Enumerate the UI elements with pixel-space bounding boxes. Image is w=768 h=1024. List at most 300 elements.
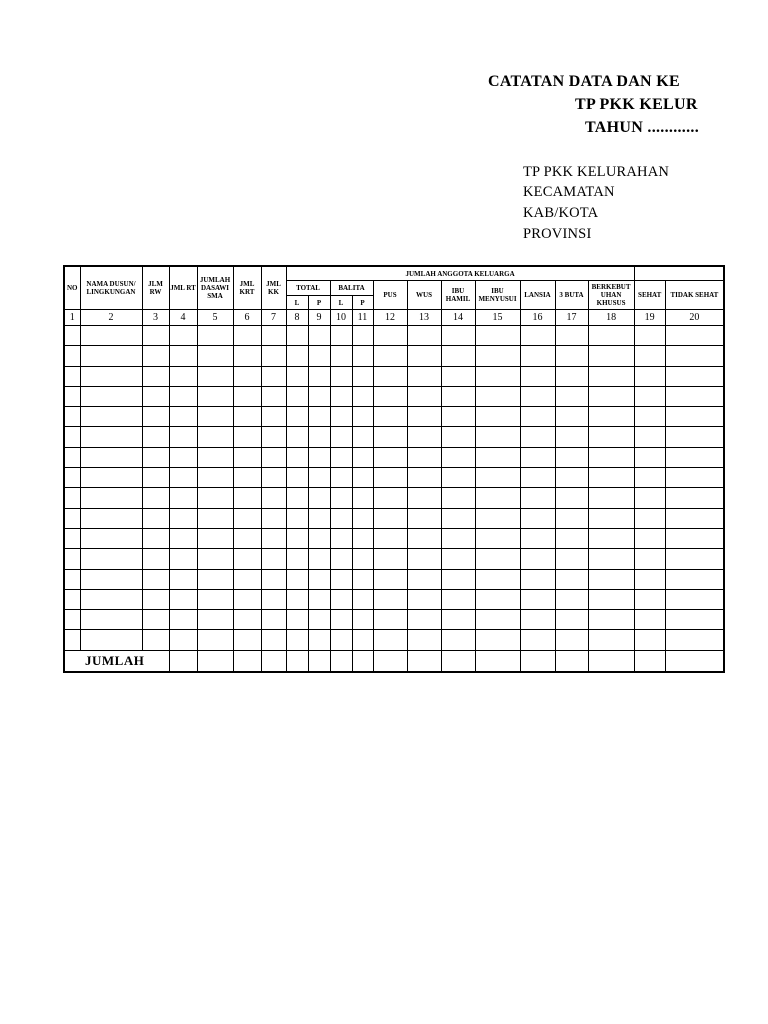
table-cell[interactable] (352, 366, 373, 386)
table-cell[interactable] (80, 366, 142, 386)
table-cell[interactable] (142, 569, 169, 589)
table-cell[interactable] (665, 549, 724, 569)
table-cell[interactable] (261, 508, 286, 528)
table-cell[interactable] (64, 569, 80, 589)
table-cell[interactable] (520, 610, 555, 630)
table-cell[interactable] (80, 468, 142, 488)
table-cell[interactable] (407, 528, 441, 548)
table-cell[interactable] (233, 508, 261, 528)
table-cell[interactable] (634, 488, 665, 508)
table-cell[interactable] (261, 549, 286, 569)
table-cell[interactable] (352, 528, 373, 548)
table-cell[interactable] (588, 508, 634, 528)
table-cell[interactable] (352, 326, 373, 346)
table-cell[interactable] (308, 610, 330, 630)
table-cell[interactable] (261, 589, 286, 609)
table-cell[interactable] (475, 630, 520, 650)
table-cell[interactable] (286, 488, 308, 508)
table-cell[interactable] (261, 468, 286, 488)
table-cell[interactable] (588, 407, 634, 427)
table-cell[interactable] (169, 589, 197, 609)
table-cell[interactable] (64, 366, 80, 386)
table-cell[interactable] (588, 366, 634, 386)
table-cell[interactable] (407, 386, 441, 406)
table-cell[interactable] (441, 549, 475, 569)
table-cell[interactable] (197, 427, 233, 447)
table-cell[interactable] (169, 468, 197, 488)
table-cell[interactable] (373, 508, 407, 528)
table-cell[interactable] (634, 326, 665, 346)
total-cell[interactable] (665, 650, 724, 672)
table-cell[interactable] (407, 366, 441, 386)
table-cell[interactable] (373, 549, 407, 569)
total-cell[interactable] (308, 650, 330, 672)
total-cell[interactable] (407, 650, 441, 672)
table-cell[interactable] (520, 549, 555, 569)
table-cell[interactable] (169, 508, 197, 528)
table-cell[interactable] (308, 407, 330, 427)
table-cell[interactable] (352, 508, 373, 528)
table-cell[interactable] (373, 528, 407, 548)
total-cell[interactable] (330, 650, 352, 672)
table-cell[interactable] (169, 366, 197, 386)
table-cell[interactable] (665, 610, 724, 630)
table-cell[interactable] (330, 346, 352, 366)
table-cell[interactable] (308, 326, 330, 346)
table-cell[interactable] (308, 427, 330, 447)
table-cell[interactable] (407, 407, 441, 427)
table-cell[interactable] (634, 630, 665, 650)
table-cell[interactable] (64, 508, 80, 528)
table-cell[interactable] (197, 468, 233, 488)
table-cell[interactable] (330, 528, 352, 548)
table-cell[interactable] (665, 630, 724, 650)
table-cell[interactable] (665, 386, 724, 406)
table-cell[interactable] (233, 386, 261, 406)
table-cell[interactable] (475, 468, 520, 488)
table-cell[interactable] (634, 427, 665, 447)
table-cell[interactable] (261, 346, 286, 366)
table-cell[interactable] (233, 346, 261, 366)
table-cell[interactable] (80, 508, 142, 528)
total-cell[interactable] (169, 650, 197, 672)
table-cell[interactable] (330, 326, 352, 346)
table-cell[interactable] (407, 326, 441, 346)
table-cell[interactable] (233, 610, 261, 630)
table-cell[interactable] (520, 528, 555, 548)
table-cell[interactable] (441, 630, 475, 650)
table-cell[interactable] (80, 610, 142, 630)
table-cell[interactable] (169, 569, 197, 589)
table-cell[interactable] (555, 326, 588, 346)
table-cell[interactable] (588, 447, 634, 467)
table-cell[interactable] (261, 528, 286, 548)
table-cell[interactable] (233, 326, 261, 346)
table-cell[interactable] (373, 386, 407, 406)
table-cell[interactable] (261, 447, 286, 467)
table-cell[interactable] (80, 447, 142, 467)
table-cell[interactable] (286, 630, 308, 650)
table-cell[interactable] (308, 468, 330, 488)
table-cell[interactable] (634, 468, 665, 488)
table-cell[interactable] (308, 366, 330, 386)
table-cell[interactable] (441, 386, 475, 406)
table-cell[interactable] (407, 508, 441, 528)
table-cell[interactable] (142, 468, 169, 488)
table-cell[interactable] (261, 386, 286, 406)
table-cell[interactable] (308, 589, 330, 609)
table-cell[interactable] (308, 346, 330, 366)
table-cell[interactable] (286, 346, 308, 366)
table-cell[interactable] (80, 569, 142, 589)
table-cell[interactable] (588, 589, 634, 609)
table-cell[interactable] (197, 386, 233, 406)
table-cell[interactable] (475, 549, 520, 569)
table-cell[interactable] (330, 366, 352, 386)
table-cell[interactable] (373, 407, 407, 427)
table-cell[interactable] (588, 427, 634, 447)
table-cell[interactable] (665, 346, 724, 366)
table-cell[interactable] (261, 569, 286, 589)
table-cell[interactable] (330, 630, 352, 650)
table-cell[interactable] (665, 447, 724, 467)
table-cell[interactable] (352, 447, 373, 467)
table-cell[interactable] (197, 346, 233, 366)
table-cell[interactable] (475, 326, 520, 346)
table-cell[interactable] (64, 468, 80, 488)
table-cell[interactable] (308, 386, 330, 406)
table-cell[interactable] (330, 508, 352, 528)
table-cell[interactable] (520, 447, 555, 467)
table-cell[interactable] (142, 407, 169, 427)
table-cell[interactable] (352, 427, 373, 447)
table-cell[interactable] (64, 386, 80, 406)
table-cell[interactable] (555, 427, 588, 447)
table-cell[interactable] (441, 447, 475, 467)
table-cell[interactable] (588, 569, 634, 589)
table-cell[interactable] (286, 528, 308, 548)
table-cell[interactable] (588, 326, 634, 346)
table-cell[interactable] (555, 407, 588, 427)
table-cell[interactable] (233, 427, 261, 447)
table-cell[interactable] (555, 346, 588, 366)
table-cell[interactable] (286, 589, 308, 609)
table-cell[interactable] (555, 630, 588, 650)
table-cell[interactable] (634, 366, 665, 386)
table-cell[interactable] (286, 447, 308, 467)
table-cell[interactable] (330, 569, 352, 589)
table-cell[interactable] (441, 326, 475, 346)
total-cell[interactable] (352, 650, 373, 672)
table-cell[interactable] (520, 630, 555, 650)
table-cell[interactable] (520, 346, 555, 366)
table-cell[interactable] (588, 528, 634, 548)
table-cell[interactable] (142, 326, 169, 346)
table-cell[interactable] (475, 589, 520, 609)
table-cell[interactable] (588, 386, 634, 406)
table-cell[interactable] (261, 427, 286, 447)
table-cell[interactable] (330, 589, 352, 609)
total-cell[interactable] (286, 650, 308, 672)
table-cell[interactable] (233, 447, 261, 467)
table-cell[interactable] (169, 528, 197, 548)
table-cell[interactable] (352, 346, 373, 366)
table-cell[interactable] (475, 386, 520, 406)
table-cell[interactable] (588, 488, 634, 508)
table-cell[interactable] (142, 346, 169, 366)
table-cell[interactable] (475, 427, 520, 447)
table-cell[interactable] (330, 549, 352, 569)
table-cell[interactable] (286, 508, 308, 528)
table-cell[interactable] (352, 589, 373, 609)
table-cell[interactable] (169, 488, 197, 508)
table-cell[interactable] (197, 508, 233, 528)
table-cell[interactable] (261, 366, 286, 386)
table-cell[interactable] (407, 569, 441, 589)
table-cell[interactable] (286, 326, 308, 346)
table-cell[interactable] (441, 589, 475, 609)
table-cell[interactable] (352, 569, 373, 589)
table-cell[interactable] (352, 468, 373, 488)
table-cell[interactable] (308, 549, 330, 569)
table-cell[interactable] (261, 610, 286, 630)
table-cell[interactable] (197, 528, 233, 548)
table-cell[interactable] (634, 508, 665, 528)
table-cell[interactable] (169, 407, 197, 427)
table-cell[interactable] (352, 630, 373, 650)
table-cell[interactable] (665, 407, 724, 427)
table-cell[interactable] (80, 346, 142, 366)
table-cell[interactable] (520, 508, 555, 528)
table-cell[interactable] (286, 569, 308, 589)
table-cell[interactable] (330, 427, 352, 447)
table-cell[interactable] (286, 366, 308, 386)
table-cell[interactable] (64, 346, 80, 366)
table-cell[interactable] (475, 488, 520, 508)
table-cell[interactable] (80, 630, 142, 650)
table-cell[interactable] (197, 407, 233, 427)
table-cell[interactable] (286, 407, 308, 427)
table-cell[interactable] (80, 549, 142, 569)
table-cell[interactable] (555, 549, 588, 569)
table-cell[interactable] (142, 528, 169, 548)
total-cell[interactable] (197, 650, 233, 672)
table-cell[interactable] (634, 610, 665, 630)
table-cell[interactable] (475, 569, 520, 589)
table-cell[interactable] (520, 366, 555, 386)
table-cell[interactable] (373, 610, 407, 630)
total-cell[interactable] (634, 650, 665, 672)
table-cell[interactable] (441, 407, 475, 427)
table-cell[interactable] (308, 528, 330, 548)
table-cell[interactable] (555, 366, 588, 386)
table-cell[interactable] (142, 386, 169, 406)
table-cell[interactable] (197, 589, 233, 609)
table-cell[interactable] (80, 326, 142, 346)
table-cell[interactable] (634, 549, 665, 569)
table-cell[interactable] (169, 610, 197, 630)
table-cell[interactable] (233, 488, 261, 508)
table-cell[interactable] (233, 630, 261, 650)
table-cell[interactable] (142, 589, 169, 609)
table-cell[interactable] (520, 427, 555, 447)
table-cell[interactable] (80, 386, 142, 406)
table-cell[interactable] (197, 326, 233, 346)
table-cell[interactable] (308, 508, 330, 528)
table-cell[interactable] (80, 427, 142, 447)
table-cell[interactable] (352, 549, 373, 569)
table-cell[interactable] (665, 528, 724, 548)
table-cell[interactable] (475, 447, 520, 467)
table-cell[interactable] (308, 630, 330, 650)
table-cell[interactable] (475, 610, 520, 630)
table-cell[interactable] (588, 610, 634, 630)
table-cell[interactable] (407, 488, 441, 508)
table-cell[interactable] (308, 447, 330, 467)
table-cell[interactable] (233, 549, 261, 569)
table-cell[interactable] (330, 488, 352, 508)
table-cell[interactable] (142, 508, 169, 528)
table-cell[interactable] (197, 447, 233, 467)
table-cell[interactable] (407, 610, 441, 630)
table-cell[interactable] (142, 447, 169, 467)
table-cell[interactable] (169, 549, 197, 569)
table-cell[interactable] (407, 468, 441, 488)
table-cell[interactable] (520, 468, 555, 488)
table-cell[interactable] (373, 346, 407, 366)
table-cell[interactable] (634, 407, 665, 427)
table-cell[interactable] (64, 630, 80, 650)
table-cell[interactable] (588, 346, 634, 366)
table-cell[interactable] (80, 528, 142, 548)
table-cell[interactable] (373, 630, 407, 650)
table-cell[interactable] (233, 366, 261, 386)
table-cell[interactable] (665, 488, 724, 508)
total-cell[interactable] (261, 650, 286, 672)
table-cell[interactable] (197, 569, 233, 589)
table-cell[interactable] (441, 468, 475, 488)
table-cell[interactable] (261, 407, 286, 427)
table-cell[interactable] (330, 447, 352, 467)
table-cell[interactable] (308, 569, 330, 589)
table-cell[interactable] (233, 528, 261, 548)
table-cell[interactable] (441, 366, 475, 386)
table-cell[interactable] (169, 386, 197, 406)
table-cell[interactable] (169, 427, 197, 447)
table-cell[interactable] (665, 326, 724, 346)
table-cell[interactable] (64, 589, 80, 609)
table-cell[interactable] (80, 488, 142, 508)
total-cell[interactable] (233, 650, 261, 672)
table-cell[interactable] (64, 549, 80, 569)
table-cell[interactable] (555, 488, 588, 508)
table-cell[interactable] (373, 427, 407, 447)
table-cell[interactable] (352, 407, 373, 427)
table-cell[interactable] (588, 468, 634, 488)
table-cell[interactable] (520, 407, 555, 427)
table-cell[interactable] (286, 386, 308, 406)
table-cell[interactable] (286, 549, 308, 569)
table-cell[interactable] (373, 326, 407, 346)
table-cell[interactable] (475, 366, 520, 386)
table-cell[interactable] (407, 630, 441, 650)
table-cell[interactable] (373, 488, 407, 508)
table-cell[interactable] (64, 407, 80, 427)
table-cell[interactable] (64, 427, 80, 447)
table-cell[interactable] (665, 508, 724, 528)
table-cell[interactable] (520, 386, 555, 406)
table-cell[interactable] (286, 610, 308, 630)
table-cell[interactable] (555, 610, 588, 630)
table-cell[interactable] (588, 549, 634, 569)
table-cell[interactable] (634, 346, 665, 366)
total-cell[interactable] (555, 650, 588, 672)
table-cell[interactable] (475, 407, 520, 427)
table-cell[interactable] (330, 386, 352, 406)
table-cell[interactable] (64, 610, 80, 630)
table-cell[interactable] (475, 346, 520, 366)
table-cell[interactable] (169, 630, 197, 650)
table-cell[interactable] (142, 488, 169, 508)
table-cell[interactable] (441, 528, 475, 548)
table-cell[interactable] (407, 427, 441, 447)
table-cell[interactable] (142, 549, 169, 569)
total-cell[interactable] (475, 650, 520, 672)
table-cell[interactable] (407, 346, 441, 366)
table-cell[interactable] (475, 528, 520, 548)
table-cell[interactable] (80, 589, 142, 609)
table-cell[interactable] (441, 427, 475, 447)
table-cell[interactable] (441, 346, 475, 366)
table-cell[interactable] (634, 447, 665, 467)
total-cell[interactable] (588, 650, 634, 672)
table-cell[interactable] (142, 366, 169, 386)
table-cell[interactable] (352, 488, 373, 508)
table-cell[interactable] (142, 630, 169, 650)
table-cell[interactable] (555, 508, 588, 528)
table-cell[interactable] (169, 326, 197, 346)
table-cell[interactable] (373, 447, 407, 467)
table-cell[interactable] (634, 589, 665, 609)
table-cell[interactable] (197, 488, 233, 508)
table-cell[interactable] (169, 346, 197, 366)
table-cell[interactable] (634, 569, 665, 589)
table-cell[interactable] (64, 326, 80, 346)
table-cell[interactable] (261, 488, 286, 508)
table-cell[interactable] (665, 569, 724, 589)
table-cell[interactable] (665, 589, 724, 609)
table-cell[interactable] (475, 508, 520, 528)
table-cell[interactable] (233, 468, 261, 488)
table-cell[interactable] (441, 610, 475, 630)
total-cell[interactable] (520, 650, 555, 672)
table-cell[interactable] (441, 508, 475, 528)
table-cell[interactable] (520, 326, 555, 346)
table-cell[interactable] (634, 386, 665, 406)
table-cell[interactable] (665, 366, 724, 386)
table-cell[interactable] (286, 468, 308, 488)
table-cell[interactable] (407, 549, 441, 569)
table-cell[interactable] (634, 528, 665, 548)
total-cell[interactable] (373, 650, 407, 672)
table-cell[interactable] (80, 407, 142, 427)
table-cell[interactable] (330, 468, 352, 488)
table-cell[interactable] (441, 569, 475, 589)
table-cell[interactable] (233, 569, 261, 589)
table-cell[interactable] (373, 569, 407, 589)
table-cell[interactable] (555, 569, 588, 589)
table-cell[interactable] (373, 589, 407, 609)
